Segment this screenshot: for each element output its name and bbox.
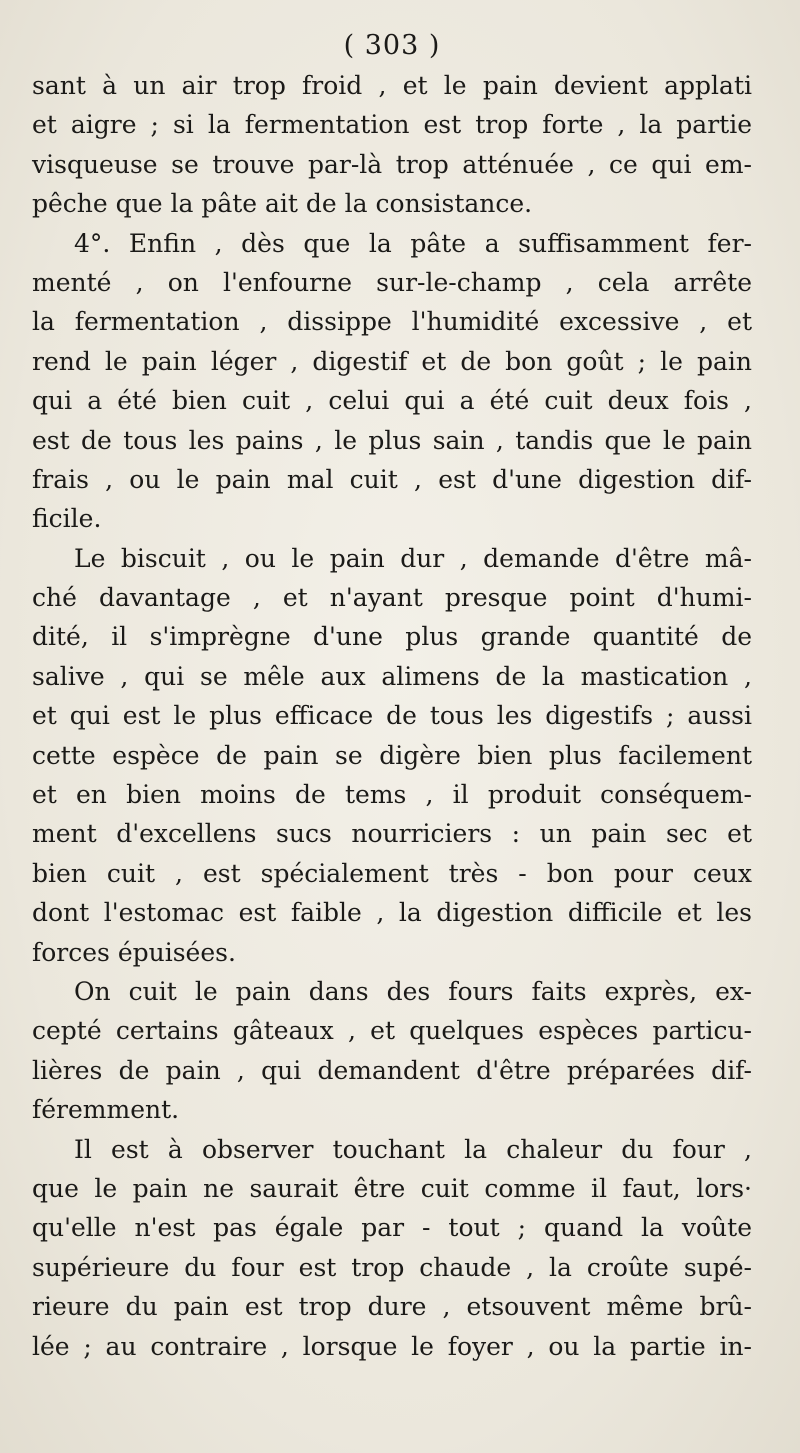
paragraph [32,224,752,539]
text-line: et en bien moins de tems , il produit conséquem- [32,780,752,810]
text-line: dont l'estomac est faible , la digestion difficile et les [32,898,752,928]
text-line: menté , on l'enfourne sur-le-champ , cela arrête [32,267,752,297]
text-line: rend le pain léger , digestif et de bon goût ; le pain [32,346,752,376]
text-line: et aigre ; si la fermentation est trop forte , la partie [32,110,752,140]
text-line: qu'elle n'est pas égale par - tout ; quand la voûte [32,1213,752,1243]
paragraph [32,1130,752,1366]
text-line: bien cuit , est spécialement très - bon pour ceux [32,858,752,888]
text-line: frais , ou le pain mal cuit , est d'une digestion dif- [32,464,752,494]
text-line: cette espèce de pain se digère bien plus facilement [32,740,752,770]
paragraph [32,972,752,1130]
text-line: On cuit le pain dans des fours faits exprès, ex- [74,976,752,1006]
page-text [32,26,752,1366]
text-line: lières de pain , qui demandent d'être préparées dif- [32,1055,752,1085]
text-line: féremment. [32,1095,180,1125]
page-number: ( 303 ) [343,30,441,61]
text-line: lée ; au contraire , lorsque le foyer , ou la partie in- [32,1331,752,1361]
text-line: qui a été bien cuit , celui qui a été cuit deux fois , [32,386,752,416]
text-line: dité, il s'imprègne d'une plus grande quantité de [32,622,752,652]
paragraph [32,539,752,972]
paragraph [32,66,752,224]
text-line: pêche que la pâte ait de la consistance. [32,189,533,219]
text-line: que le pain ne saurait être cuit comme il faut, lors· [32,1173,752,1203]
text-line: Le biscuit , ou le pain dur , demande d'être mâ- [74,543,752,573]
text-line: est de tous les pains , le plus sain , tandis que le pain [32,425,752,455]
text-line: 4°. Enfin , dès que la pâte a suffisamment fer- [74,228,752,258]
text-line: supérieure du four est trop chaude , la croûte supé- [32,1252,752,1282]
text-line: ment d'excellens sucs nourriciers : un pain sec et [32,819,752,849]
text-line: cepté certains gâteaux , et quelques espèces particu- [32,1016,752,1046]
text-line: salive , qui se mêle aux alimens de la mastication , [32,661,752,691]
text-line: ficile. [32,504,102,534]
text-line: sant à un air trop froid , et le pain devient applati [32,71,752,100]
text-line: Il est à observer touchant la chaleur du four , [74,1134,752,1164]
text-line: forces épuisées. [32,937,236,967]
text-line: rieure du pain est trop dure , etsouvent même brû- [32,1292,752,1322]
text-line: visqueuse se trouve par-là trop atténuée , ce qui em- [32,149,752,179]
text-line: ché davantage , et n'ayant presque point d'humi- [32,583,752,613]
text-line: la fermentation , dissippe l'humidité excessive , et [32,307,752,337]
text-line: et qui est le plus efficace de tous les digestifs ; aussi [32,701,752,731]
